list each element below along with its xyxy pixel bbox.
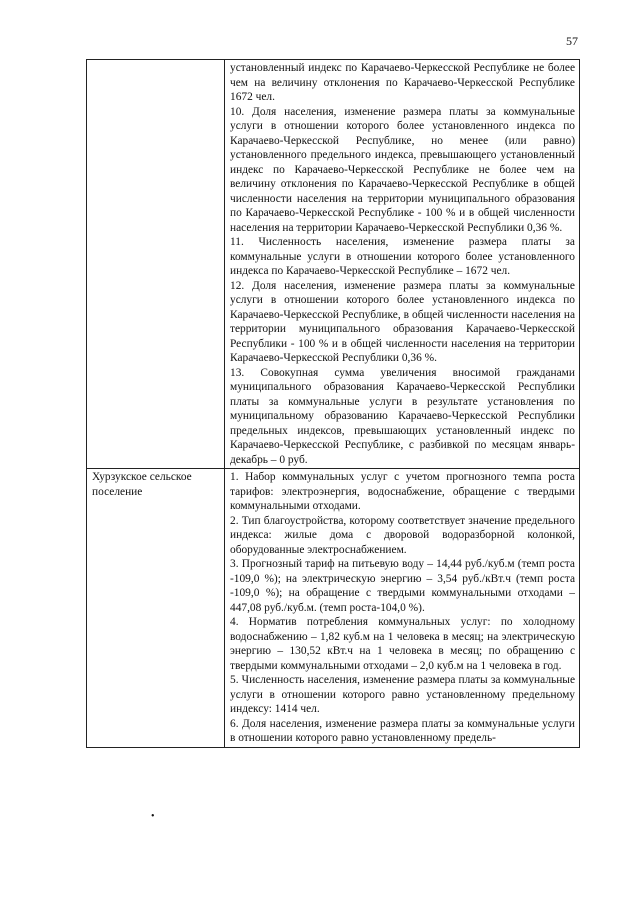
page-number: 57 bbox=[566, 34, 578, 48]
table-row bbox=[87, 60, 580, 469]
indicator-paragraph: 4. Норматив потребления коммунальных услуг: по холодному водоснабжению – 1,82 куб.м на 1 человека в месяц; на электрическую энергию – 130,52 кВт.ч на 1 человека в месяц; по обращению с твердыми коммунальными отходами – 2,0 куб.м на 1 человека в год. bbox=[230, 616, 575, 672]
table-row bbox=[87, 469, 580, 748]
indicator-paragraph: 5. Численность населения, изменение размера платы за коммунальные услуги в отношении которого равно установленному предельному индексу: 1414 чел. bbox=[230, 674, 575, 715]
indicator-paragraph: 2. Тип благоустройства, которому соответствует значение предельного индекса: жилые дома с дворовой водоразборной колонкой, оборудованные электроснабжением. bbox=[230, 514, 575, 556]
settlement-cell bbox=[87, 60, 225, 469]
indicator-paragraph: установленный индекс по Карачаево-Черкесской Республике не более чем на величину отклонения по Карачаево-Черкесской Республике 1672 чел. bbox=[230, 62, 575, 103]
indicator-paragraph: 1. Набор коммунальных услуг с учетом прогнозного темпа роста тарифов: электроэнергия, водоснабжение, обращение с твердыми коммунальными отходами. bbox=[230, 471, 575, 512]
indicator-paragraph: 3. Прогнозный тариф на питьевую воду – 14,44 руб./куб.м (темп роста -109,0 %); на электрическую энергию – 3,54 руб./кВт.ч (темп роста -109,0 %); на обращение с твердыми коммунальными отходами – 447,08 руб./куб.м. (темп роста-104,0 %). bbox=[230, 558, 575, 614]
indicator-paragraph: 13. Совокупная сумма увеличения вносимой гражданами муниципального образования Карачаево-Черкесской Республики платы за коммунальные услуги в результате установления по муниципальному образованию Карачаево-Черкесской Республики предельных индексов, превышающих установленный индекс по Карачаево-Черкесской Республике, с разбивкой по месяцам январь-декабрь – 0 руб. bbox=[230, 366, 575, 466]
indicator-paragraph: 6. Доля населения, изменение размера платы за коммунальные услуги в отношении которого равно установленному предель- bbox=[230, 717, 575, 744]
indicator-paragraph: 11. Численность населения, изменение размера платы за коммунальные услуги в отношении которого более установленного индекса по Карачаево-Черкесской Республике – 1672 чел. bbox=[230, 236, 575, 277]
settlement-cell: Хурзукское сельское поселение bbox=[87, 469, 225, 748]
indicator-paragraph: 12. Доля населения, изменение размера платы за коммунальные услуги в отношении которого более установленного индекса по Карачаево-Черкесской Республике, в общей численности населения на территории муниципального образования Карачаево-Черкесской Республики - 100 % и в общей численности населения на территории Карачаево-Черкесской Республики 0,36 %. bbox=[230, 279, 575, 364]
indicators-cell bbox=[225, 469, 580, 748]
indicator-paragraph: 10. Доля населения, изменение размера платы за коммунальные услуги в отношении которого более установленного индекса по Карачаево-Черкесской Республике, но менее (или равно) установленного предельного индекса, превышающего установленный индекс по Карачаево-Черкесской Республике не более чем на величину отклонения по Карачаево-Черкесской Республике в общей численности населения на территории муниципального образования по Карачаево-Черкесской Республике - 100 % и в общей численности населения на территории Карачаево-Черкесской Республики 0,36 %. bbox=[230, 105, 575, 234]
scan-dot: • bbox=[151, 811, 155, 822]
indicators-cell bbox=[225, 60, 580, 469]
indicators-table bbox=[86, 59, 580, 748]
